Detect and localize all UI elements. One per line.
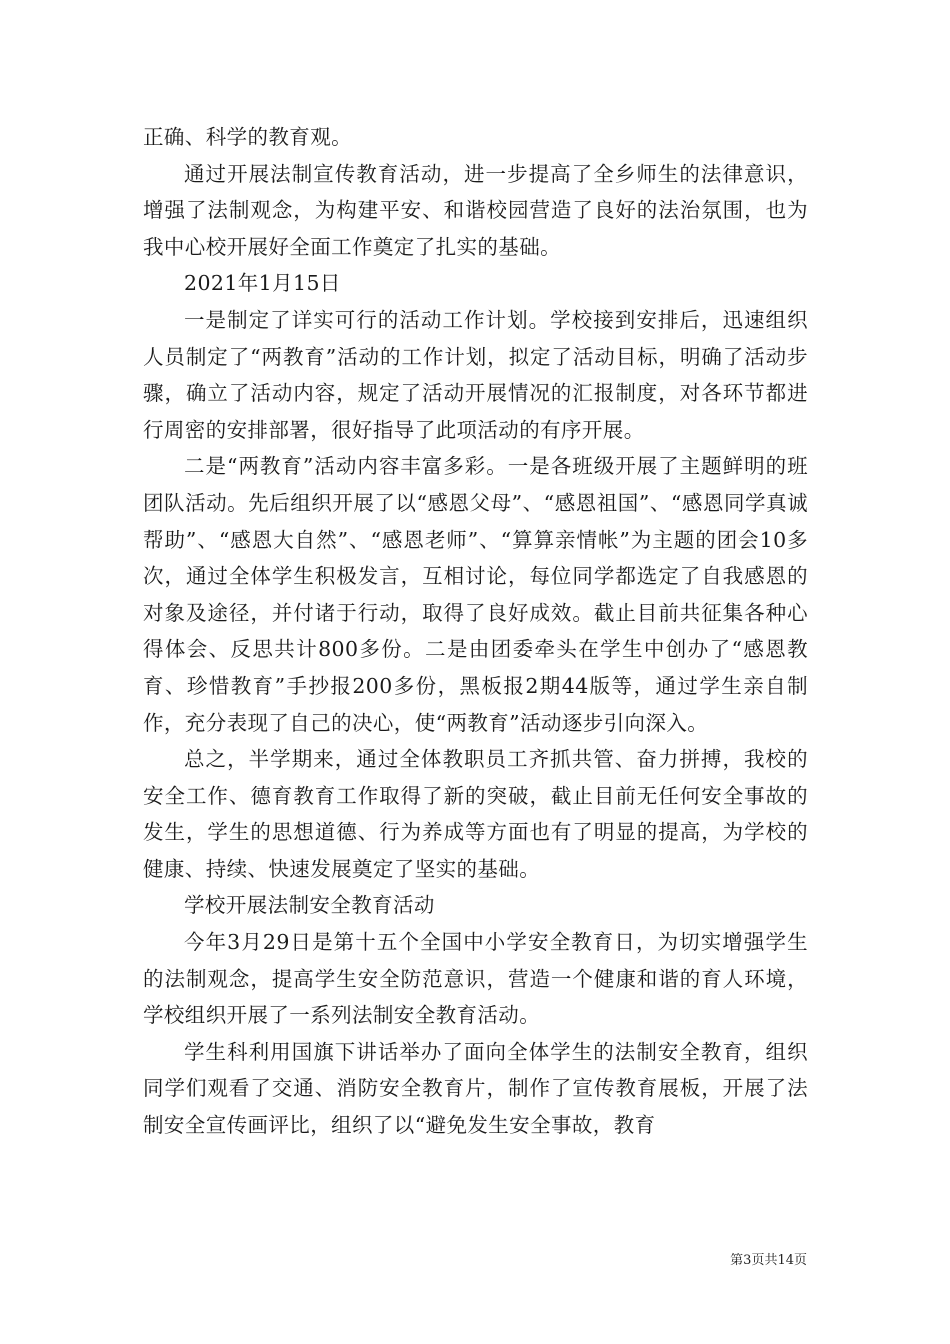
- paragraph-student-section: 学生科利用国旗下讲话举办了面向全体学生的法制安全教育，组织同学们观看了交通、消防安全教育片，制作了宣传教育展板，开展了法制安全宣传画评比，组织了以“避免发生安全事故，教育: [143, 1039, 808, 1138]
- paragraph-conclusion: 总之，半学期来，通过全体教职员工齐抓共管、奋力拼搏，我校的安全工作、德育教育工作取得了新的突破，截止目前无任何安全事故的发生，学生的思想道德、行为养成等方面也有了明显的提高，为学校的健康、持续、快速发展奠定了坚实的基础。: [143, 747, 808, 881]
- paragraph-date: 2021年1月15日: [184, 271, 341, 296]
- paragraph-summary: 通过开展法制宣传教育活动，进一步提高了全乡师生的法律意识，增强了法制观念，为构建平安、和谐校园营造了良好的法治氛围，也为我中心校开展好全面工作奠定了扎实的基础。: [143, 161, 808, 259]
- paragraph-safety-day: 今年3月29日是第十五个全国中小学安全教育日，为切实增强学生的法制观念，提高学生安全防范意识，营造一个健康和谐的育人环境，学校组织开展了一系列法制安全教育活动。: [143, 930, 808, 1028]
- paragraph-plan: 一是制定了详实可行的活动工作计划。学校接到安排后，迅速组织人员制定了“两教育”活动的工作计划，拟定了活动目标，明确了活动步骤，确立了活动内容，规定了活动开展情况的汇报制度，对各环节都进行周密的安排部署，很好指导了此项活动的有序开展。: [143, 307, 808, 442]
- paragraph-continuation: 正确、科学的教育观。: [143, 125, 352, 149]
- page-number: 第3页共14页: [730, 1253, 807, 1268]
- section-heading: 学校开展法制安全教育活动: [184, 893, 435, 918]
- document-body: [143, 119, 808, 1144]
- paragraph-activities: 二是“两教育”活动内容丰富多彩。一是各班级开展了主题鲜明的班团队活动。先后组织开展了以“感恩父母”、“感恩祖国”、“感恩同学真诚帮助”、“感恩大自然”、“感恩老师”、“算算亲情帐”为主题的团会10多次，通过全体学生积极发言，互相讨论，每位同学都选定了自我感恩的对象及途径，并付诸于行动，取得了良好成效。截止目前共征集各种心得体会、反思共计800多份。二是由团委牵头在学生中创办了“感恩教育、珍惜教育”手抄报200多份，黑板报2期44版等，通过学生亲自制作，充分表现了自己的决心，使“两教育”活动逐步引向深入。: [143, 454, 808, 735]
